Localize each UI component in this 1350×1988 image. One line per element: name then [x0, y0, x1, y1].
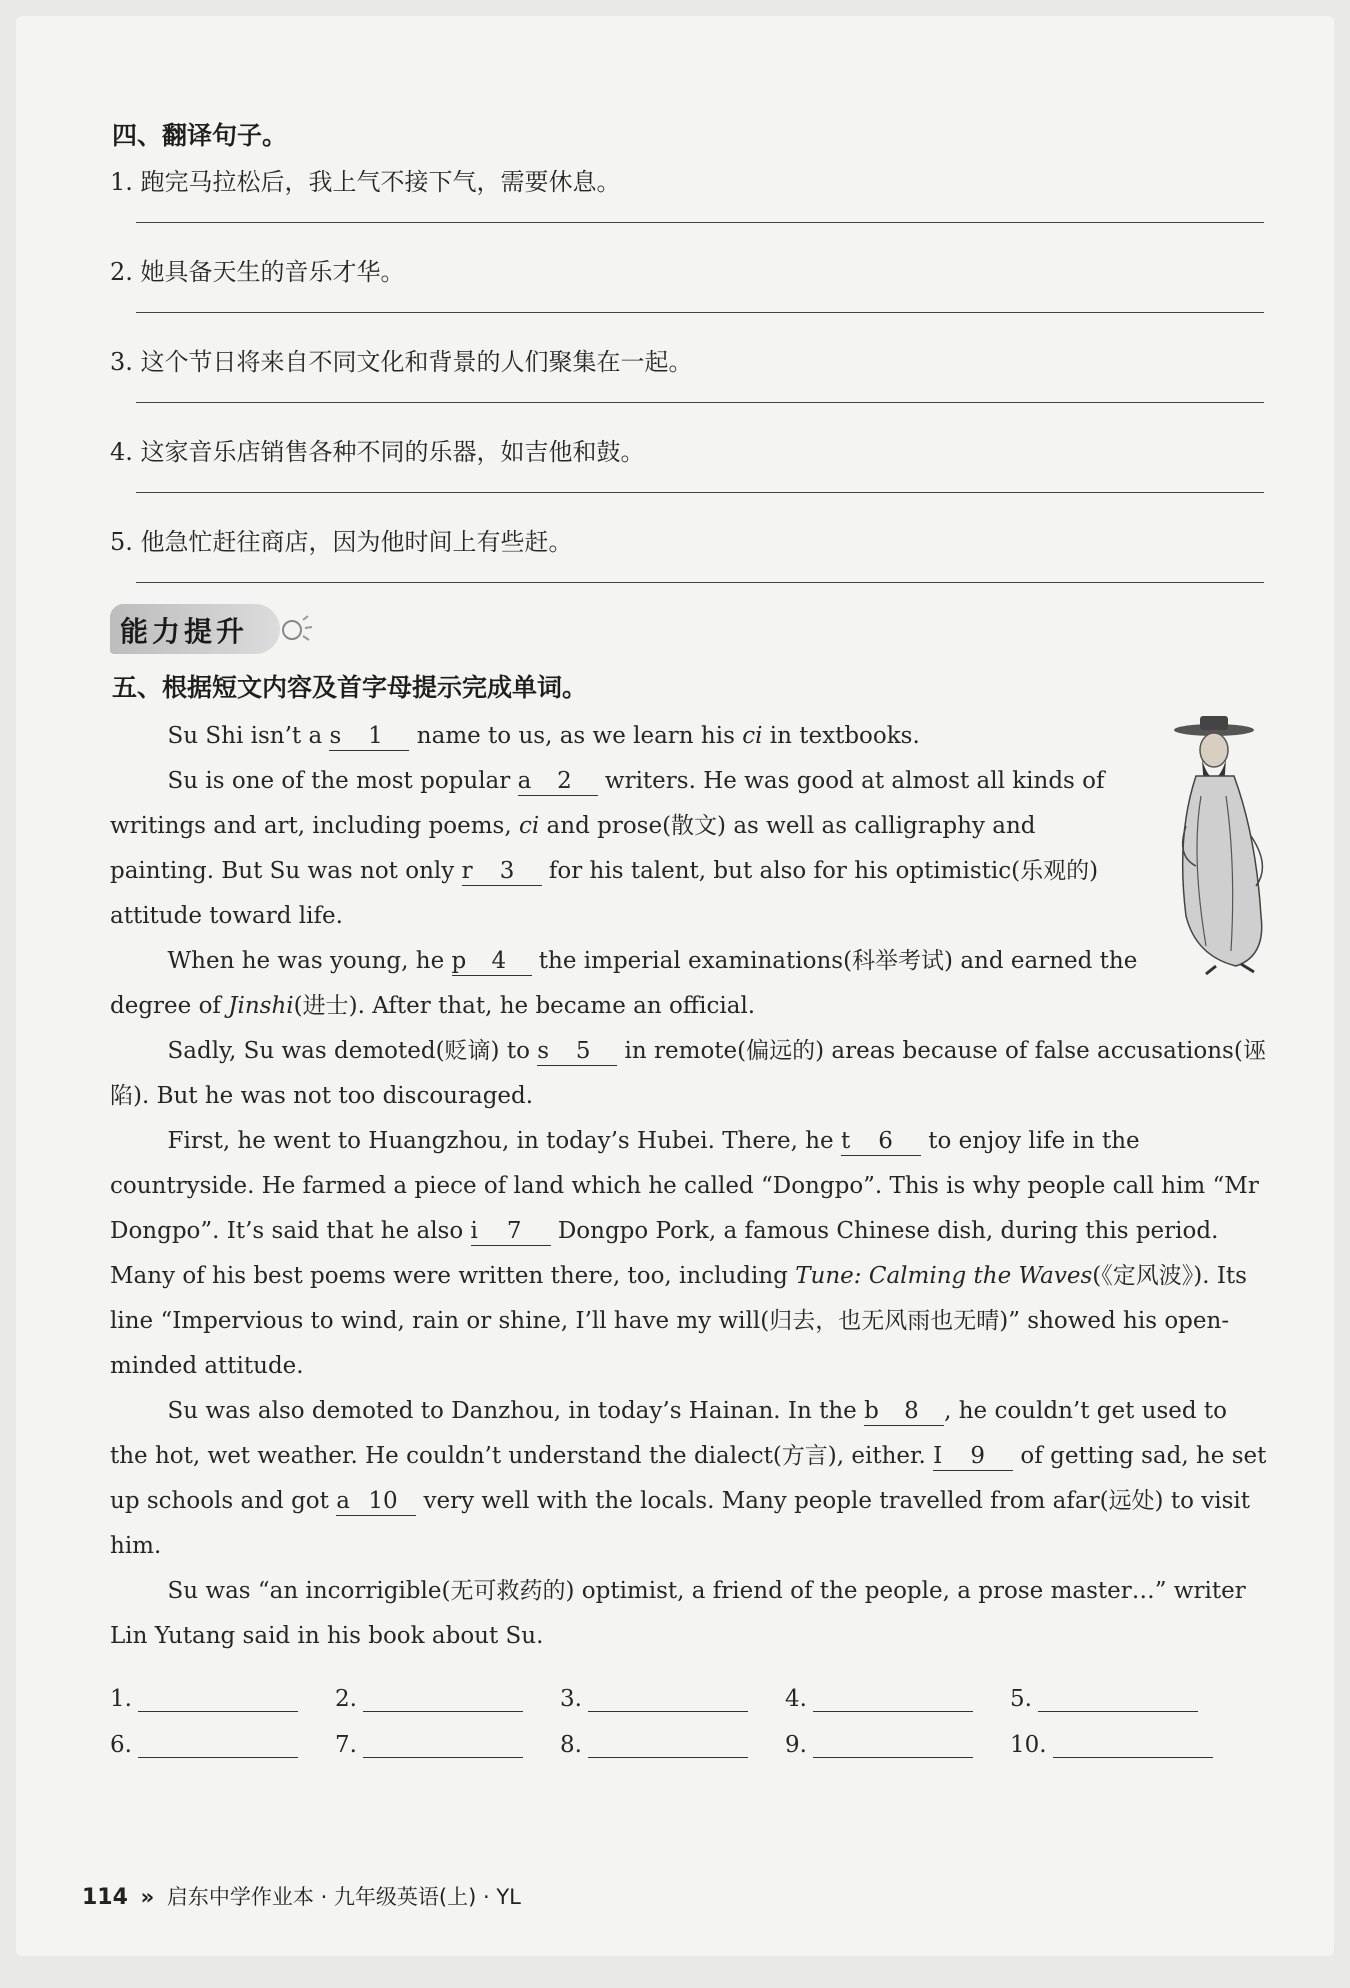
- answer-line-2[interactable]: [136, 312, 1264, 313]
- translation-item-4: 4. 这家音乐店销售各种不同的乐器，如吉他和鼓。: [110, 438, 645, 466]
- blank-2[interactable]: a 2: [518, 767, 598, 796]
- answer-cell-6[interactable]: 6.: [110, 1732, 335, 1758]
- blank-7[interactable]: i 7: [471, 1217, 551, 1246]
- blank-3[interactable]: r 3: [462, 857, 542, 886]
- answer-grid: [110, 1666, 1240, 1758]
- section-4-title: 四、翻译句子。: [112, 121, 288, 150]
- answer-row-1: [110, 1666, 1240, 1712]
- answer-cell-3[interactable]: 3.: [560, 1686, 785, 1712]
- answer-cell-1[interactable]: 1.: [110, 1686, 335, 1712]
- page-number: 114: [82, 1885, 128, 1910]
- answer-cell-9[interactable]: 9.: [785, 1732, 1010, 1758]
- answer-cell-8[interactable]: 8.: [560, 1732, 785, 1758]
- answer-line-4[interactable]: [136, 492, 1264, 493]
- answer-line-3[interactable]: [136, 402, 1264, 403]
- page-footer: [82, 1881, 521, 1911]
- blank-6[interactable]: t 6: [841, 1127, 921, 1156]
- section-5-title: 五、根据短文内容及首字母提示完成单词。: [112, 673, 588, 702]
- translation-item-5: 5. 他急忙赶往商店，因为他时间上有些赶。: [110, 528, 573, 556]
- blank-1[interactable]: s 1: [329, 722, 409, 751]
- passage-paragraph-4: Sadly, Su was demoted(贬谪) to s 5 in remote(偏远的) areas because of false accusations(诬陷). But he was not too discouraged.: [110, 1038, 1266, 1109]
- banner-label: 能力提升: [120, 615, 249, 648]
- section-banner: [110, 604, 320, 654]
- passage-paragraph-7: Su was “an incorrigible(无可救药的) optimist, a friend of the people, a prose master…” writer Lin Yutang said in his book about Su.: [110, 1578, 1246, 1649]
- translation-item-3: 3. 这个节日将来自不同文化和背景的人们聚集在一起。: [110, 348, 693, 376]
- answer-cell-2[interactable]: 2.: [335, 1686, 560, 1712]
- passage-paragraph-6: Su was also demoted to Danzhou, in today’s Hainan. In the b 8 , he couldn’t get used to the hot, wet weather. He couldn’t understand the dialect(方言), either. I 9 of getting sad, he set up schools and got a 10 very well with the locals. Many people travelled from afar(远处) to visit him.: [110, 1398, 1267, 1559]
- blank-10[interactable]: a 10: [336, 1487, 416, 1516]
- reading-passage: [110, 714, 1270, 1659]
- answer-cell-10[interactable]: 10.: [1010, 1732, 1235, 1758]
- blank-5[interactable]: s 5: [537, 1037, 617, 1066]
- blank-9[interactable]: I 9: [933, 1442, 1013, 1471]
- answer-line-1[interactable]: [136, 222, 1264, 223]
- passage-paragraph-2: Su is one of the most popular a 2 writers. He was good at almost all kinds of writings and art, including poems, ci and prose(散文) as well as calligraphy and painting. But Su was not only r 3 for his talent, but also for his optimistic(乐观的) attitude toward life.: [110, 768, 1105, 929]
- answer-row-2: [110, 1712, 1240, 1758]
- answer-line-5[interactable]: [136, 582, 1264, 583]
- answer-cell-5[interactable]: 5.: [1010, 1686, 1235, 1712]
- answer-cell-4[interactable]: 4.: [785, 1686, 1010, 1712]
- blank-4[interactable]: p 4: [452, 947, 532, 976]
- passage-paragraph-3: When he was young, he p 4 the imperial examinations(科举考试) and earned the degree of Jinshi(进士). After that, he became an official.: [110, 948, 1138, 1019]
- translation-item-1: 1. 跑完马拉松后，我上气不接下气，需要休息。: [110, 168, 621, 196]
- passage-paragraph-1: Su Shi isn’t a s 1 name to us, as we learn his ci in textbooks.: [167, 723, 920, 749]
- workbook-page: [16, 16, 1334, 1956]
- lightbulb-icon: [278, 610, 318, 650]
- blank-8[interactable]: b 8: [864, 1397, 944, 1426]
- book-title: 启东中学作业本 · 九年级英语(上) · YL: [166, 1885, 521, 1909]
- chevron-right-icon: »: [140, 1885, 155, 1909]
- translation-item-2: 2. 她具备天生的音乐才华。: [110, 258, 405, 286]
- answer-cell-7[interactable]: 7.: [335, 1732, 560, 1758]
- passage-paragraph-5: First, he went to Huangzhou, in today’s Hubei. There, he t 6 to enjoy life in the countryside. He farmed a piece of land which he called “Dongpo”. This is why people call him “Mr Dongpo”. It’s said that he also i 7 Dongpo Pork, a famous Chinese dish, during this period. Many of his best poems were written there, too, including Tune: Calming the Waves(《定风波》). Its line “Impervious to wind, rain or shine, I’ll have my will(归去，也无风雨也无晴)” showed his open-minded attitude.: [110, 1128, 1259, 1379]
